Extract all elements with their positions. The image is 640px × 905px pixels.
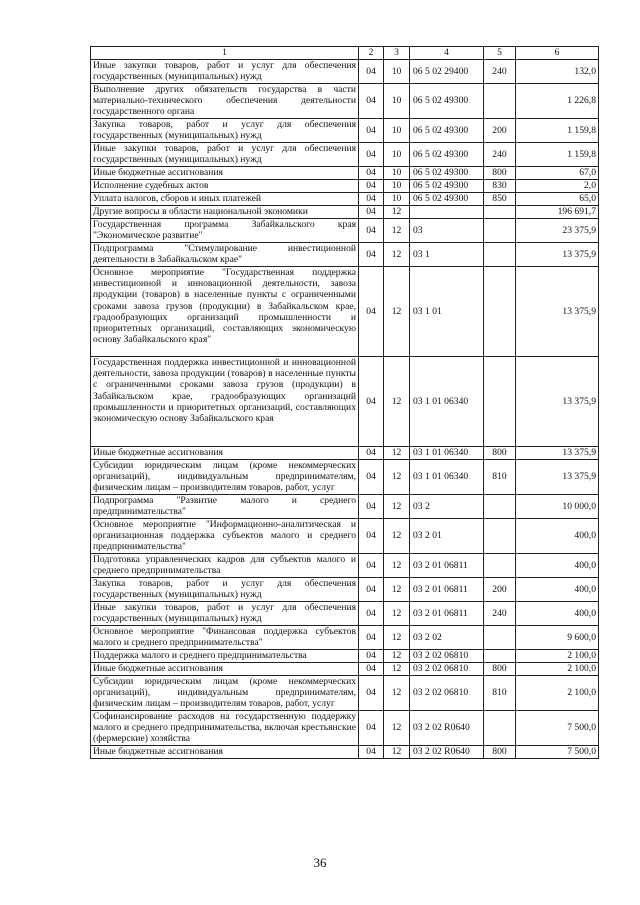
row-subsection-code: 12	[384, 554, 410, 578]
row-amount: 23 375,9	[516, 219, 599, 243]
row-subsection-code: 12	[384, 519, 410, 554]
row-amount: 7 500,0	[516, 711, 599, 746]
row-expense-type	[484, 84, 516, 119]
row-amount: 400,0	[516, 519, 599, 554]
table-row	[91, 495, 599, 519]
row-name: Государственная программа Забайкальского края "Экономическое развитие"	[91, 219, 359, 243]
row-target-code: 03 2 01 06811	[410, 602, 484, 626]
row-section-code: 04	[359, 460, 384, 495]
row-target-code: 03 2	[410, 495, 484, 519]
row-section-code: 04	[359, 60, 384, 84]
row-amount: 196 691,7	[516, 206, 599, 219]
row-name: Основное мероприятие "Государственная поддержка инвестиционной и инновационной деятельности, завоза продукции (товаров) в населенные пункты с ограниченными сроками завоза грузов (продукции) в Забайкальском крае, градообразующих организаций промышленности и приоритетных организаций, составляющих экономическую основу Забайкальского края"	[91, 267, 359, 357]
row-section-code: 04	[359, 711, 384, 746]
row-amount: 1 159,8	[516, 143, 599, 167]
row-section-code: 04	[359, 206, 384, 219]
column-number-row	[91, 47, 599, 60]
row-section-code: 04	[359, 746, 384, 759]
row-target-code: 06 5 02 49300	[410, 167, 484, 180]
row-amount: 65,0	[516, 193, 599, 206]
row-amount: 400,0	[516, 578, 599, 602]
row-name: Иные бюджетные ассигнования	[91, 663, 359, 676]
row-expense-type: 800	[484, 663, 516, 676]
column-number: 1	[91, 47, 359, 60]
row-subsection-code: 12	[384, 460, 410, 495]
row-subsection-code: 10	[384, 119, 410, 143]
row-expense-type: 800	[484, 447, 516, 460]
row-subsection-code: 12	[384, 206, 410, 219]
row-target-code: 03 1 01 06340	[410, 447, 484, 460]
row-target-code: 03 2 01	[410, 519, 484, 554]
row-target-code: 03 1 01	[410, 267, 484, 357]
row-name: Иные бюджетные ассигнования	[91, 167, 359, 180]
row-expense-type: 830	[484, 180, 516, 193]
budget-table-container	[90, 46, 598, 759]
row-expense-type	[484, 267, 516, 357]
row-section-code: 04	[359, 626, 384, 650]
row-amount: 1 226,8	[516, 84, 599, 119]
table-row	[91, 602, 599, 626]
row-target-code: 03 1 01 06340	[410, 460, 484, 495]
row-target-code: 06 5 02 49300	[410, 84, 484, 119]
table-row	[91, 243, 599, 267]
row-amount: 13 375,9	[516, 447, 599, 460]
row-section-code: 04	[359, 578, 384, 602]
row-subsection-code: 12	[384, 650, 410, 663]
row-expense-type: 240	[484, 602, 516, 626]
row-subsection-code: 12	[384, 676, 410, 711]
row-amount: 13 375,9	[516, 267, 599, 357]
row-amount: 2,0	[516, 180, 599, 193]
row-subsection-code: 10	[384, 180, 410, 193]
row-target-code: 03 2 02 06810	[410, 663, 484, 676]
row-subsection-code: 12	[384, 219, 410, 243]
page-number: 36	[313, 855, 327, 870]
row-name: Субсидии юридическим лицам (кроме некоммерческих организаций), индивидуальным предпринимателям, физическим лицам – производителям товаров, работ, услуг	[91, 460, 359, 495]
row-expense-type: 810	[484, 676, 516, 711]
row-target-code: 03 2 02 R0640	[410, 711, 484, 746]
column-number: 6	[516, 47, 599, 60]
row-section-code: 04	[359, 167, 384, 180]
column-number: 4	[410, 47, 484, 60]
row-subsection-code: 12	[384, 357, 410, 447]
table-row	[91, 219, 599, 243]
table-row	[91, 650, 599, 663]
row-amount: 10 000,0	[516, 495, 599, 519]
table-row	[91, 119, 599, 143]
row-section-code: 04	[359, 267, 384, 357]
row-target-code: 06 5 02 49300	[410, 143, 484, 167]
row-section-code: 04	[359, 602, 384, 626]
row-expense-type	[484, 650, 516, 663]
row-name: Другие вопросы в области национальной экономики	[91, 206, 359, 219]
row-target-code: 03	[410, 219, 484, 243]
row-subsection-code: 10	[384, 193, 410, 206]
table-row	[91, 447, 599, 460]
row-subsection-code: 12	[384, 495, 410, 519]
row-target-code: 03 2 02 R0640	[410, 746, 484, 759]
row-name: Выполнение других обязательств государства в части материально-технического обеспечения деятельности государственного органа	[91, 84, 359, 119]
row-section-code: 04	[359, 519, 384, 554]
row-subsection-code: 12	[384, 626, 410, 650]
row-target-code: 03 2 02 06810	[410, 676, 484, 711]
table-row	[91, 84, 599, 119]
row-amount: 67,0	[516, 167, 599, 180]
row-subsection-code: 12	[384, 602, 410, 626]
table-row	[91, 206, 599, 219]
table-row	[91, 676, 599, 711]
row-amount: 1 159,8	[516, 119, 599, 143]
row-expense-type: 810	[484, 460, 516, 495]
row-subsection-code: 12	[384, 578, 410, 602]
row-expense-type: 240	[484, 60, 516, 84]
row-expense-type	[484, 711, 516, 746]
row-section-code: 04	[359, 495, 384, 519]
table-row	[91, 663, 599, 676]
row-name: Основное мероприятие "Финансовая поддержка субъектов малого и среднего предпринимательства"	[91, 626, 359, 650]
row-section-code: 04	[359, 193, 384, 206]
row-section-code: 04	[359, 357, 384, 447]
row-name: Подпрограмма "Развитие малого и среднего предпринимательства"	[91, 495, 359, 519]
row-expense-type	[484, 626, 516, 650]
row-amount: 13 375,9	[516, 243, 599, 267]
row-expense-type: 240	[484, 143, 516, 167]
row-name: Подпрограмма "Стимулирование инвестиционной деятельности в Забайкальском крае"	[91, 243, 359, 267]
row-subsection-code: 12	[384, 711, 410, 746]
row-section-code: 04	[359, 650, 384, 663]
row-expense-type: 800	[484, 167, 516, 180]
row-name: Поддержка малого и среднего предпринимательства	[91, 650, 359, 663]
row-subsection-code: 12	[384, 243, 410, 267]
row-expense-type	[484, 357, 516, 447]
budget-table	[90, 46, 599, 759]
row-amount: 132,0	[516, 60, 599, 84]
row-subsection-code: 10	[384, 167, 410, 180]
row-amount: 2 100,0	[516, 650, 599, 663]
table-row	[91, 143, 599, 167]
row-name: Подготовка управленческих кадров для субъектов малого и среднего предпринимательства	[91, 554, 359, 578]
row-expense-type	[484, 219, 516, 243]
table-row	[91, 60, 599, 84]
table-row	[91, 626, 599, 650]
row-expense-type	[484, 554, 516, 578]
row-name: Иные бюджетные ассигнования	[91, 447, 359, 460]
row-expense-type	[484, 519, 516, 554]
row-name: Софинансирование расходов на государственную поддержку малого и среднего предпринимательства, включая крестьянские (фермерские) хозяйства	[91, 711, 359, 746]
table-row	[91, 746, 599, 759]
row-target-code: 06 5 02 49300	[410, 193, 484, 206]
row-section-code: 04	[359, 554, 384, 578]
row-amount: 7 500,0	[516, 746, 599, 759]
row-name: Основное мероприятие "Информационно-аналитическая и организационная поддержка субъектов малого и среднего предпринимательства"	[91, 519, 359, 554]
row-section-code: 04	[359, 84, 384, 119]
column-number: 2	[359, 47, 384, 60]
row-name: Иные закупки товаров, работ и услуг для обеспечения государственных (муниципальных) нужд	[91, 602, 359, 626]
row-amount: 9 600,0	[516, 626, 599, 650]
table-row	[91, 167, 599, 180]
row-target-code	[410, 206, 484, 219]
row-amount: 400,0	[516, 602, 599, 626]
row-section-code: 04	[359, 143, 384, 167]
row-name: Иные бюджетные ассигнования	[91, 746, 359, 759]
column-number: 3	[384, 47, 410, 60]
row-section-code: 04	[359, 447, 384, 460]
row-target-code: 03 2 02 06810	[410, 650, 484, 663]
row-amount: 2 100,0	[516, 663, 599, 676]
table-row	[91, 578, 599, 602]
row-amount: 13 375,9	[516, 357, 599, 447]
row-name: Уплата налогов, сборов и иных платежей	[91, 193, 359, 206]
row-name: Закупка товаров, работ и услуг для обеспечения государственных (муниципальных) нужд	[91, 578, 359, 602]
row-target-code: 03 1	[410, 243, 484, 267]
row-name: Закупка товаров, работ и услуг для обеспечения государственных (муниципальных) нужд	[91, 119, 359, 143]
row-expense-type: 200	[484, 119, 516, 143]
row-expense-type: 850	[484, 193, 516, 206]
table-row	[91, 193, 599, 206]
row-subsection-code: 12	[384, 746, 410, 759]
row-target-code: 06 5 02 49300	[410, 119, 484, 143]
row-expense-type: 200	[484, 578, 516, 602]
row-target-code: 03 2 01 06811	[410, 554, 484, 578]
row-amount: 13 375,9	[516, 460, 599, 495]
row-section-code: 04	[359, 219, 384, 243]
row-name: Государственная поддержка инвестиционной и инновационной деятельности, завоза продукции (товаров) в населенные пункты с ограниченными сроками завоза грузов (продукции) в Забайкальском крае, градообразующих организаций промышленности и приоритетных организаций, составляющих экономическую основу Забайкальского края	[91, 357, 359, 447]
row-name: Иные закупки товаров, работ и услуг для обеспечения государственных (муниципальных) нужд	[91, 60, 359, 84]
budget-table-body	[91, 47, 599, 759]
row-name: Субсидии юридическим лицам (кроме некоммерческих организаций), индивидуальным предпринимателям, физическим лицам – производителям товаров, работ, услуг	[91, 676, 359, 711]
row-amount: 2 100,0	[516, 676, 599, 711]
table-row	[91, 357, 599, 447]
row-target-code: 03 2 02	[410, 626, 484, 650]
row-expense-type	[484, 206, 516, 219]
row-target-code: 03 1 01 06340	[410, 357, 484, 447]
row-subsection-code: 12	[384, 447, 410, 460]
row-section-code: 04	[359, 243, 384, 267]
row-target-code: 06 5 02 49300	[410, 180, 484, 193]
row-expense-type	[484, 495, 516, 519]
row-expense-type	[484, 243, 516, 267]
row-amount: 400,0	[516, 554, 599, 578]
row-subsection-code: 10	[384, 143, 410, 167]
row-target-code: 03 2 01 06811	[410, 578, 484, 602]
column-number: 5	[484, 47, 516, 60]
row-section-code: 04	[359, 180, 384, 193]
row-subsection-code: 10	[384, 84, 410, 119]
table-row	[91, 267, 599, 357]
row-subsection-code: 12	[384, 663, 410, 676]
row-expense-type: 800	[484, 746, 516, 759]
table-row	[91, 711, 599, 746]
row-target-code: 06 5 02 29400	[410, 60, 484, 84]
row-name: Иные закупки товаров, работ и услуг для обеспечения государственных (муниципальных) нужд	[91, 143, 359, 167]
row-section-code: 04	[359, 119, 384, 143]
row-subsection-code: 12	[384, 267, 410, 357]
row-section-code: 04	[359, 676, 384, 711]
table-row	[91, 519, 599, 554]
table-row	[91, 460, 599, 495]
table-row	[91, 554, 599, 578]
table-row	[91, 180, 599, 193]
row-name: Исполнение судебных актов	[91, 180, 359, 193]
row-subsection-code: 10	[384, 60, 410, 84]
row-section-code: 04	[359, 663, 384, 676]
